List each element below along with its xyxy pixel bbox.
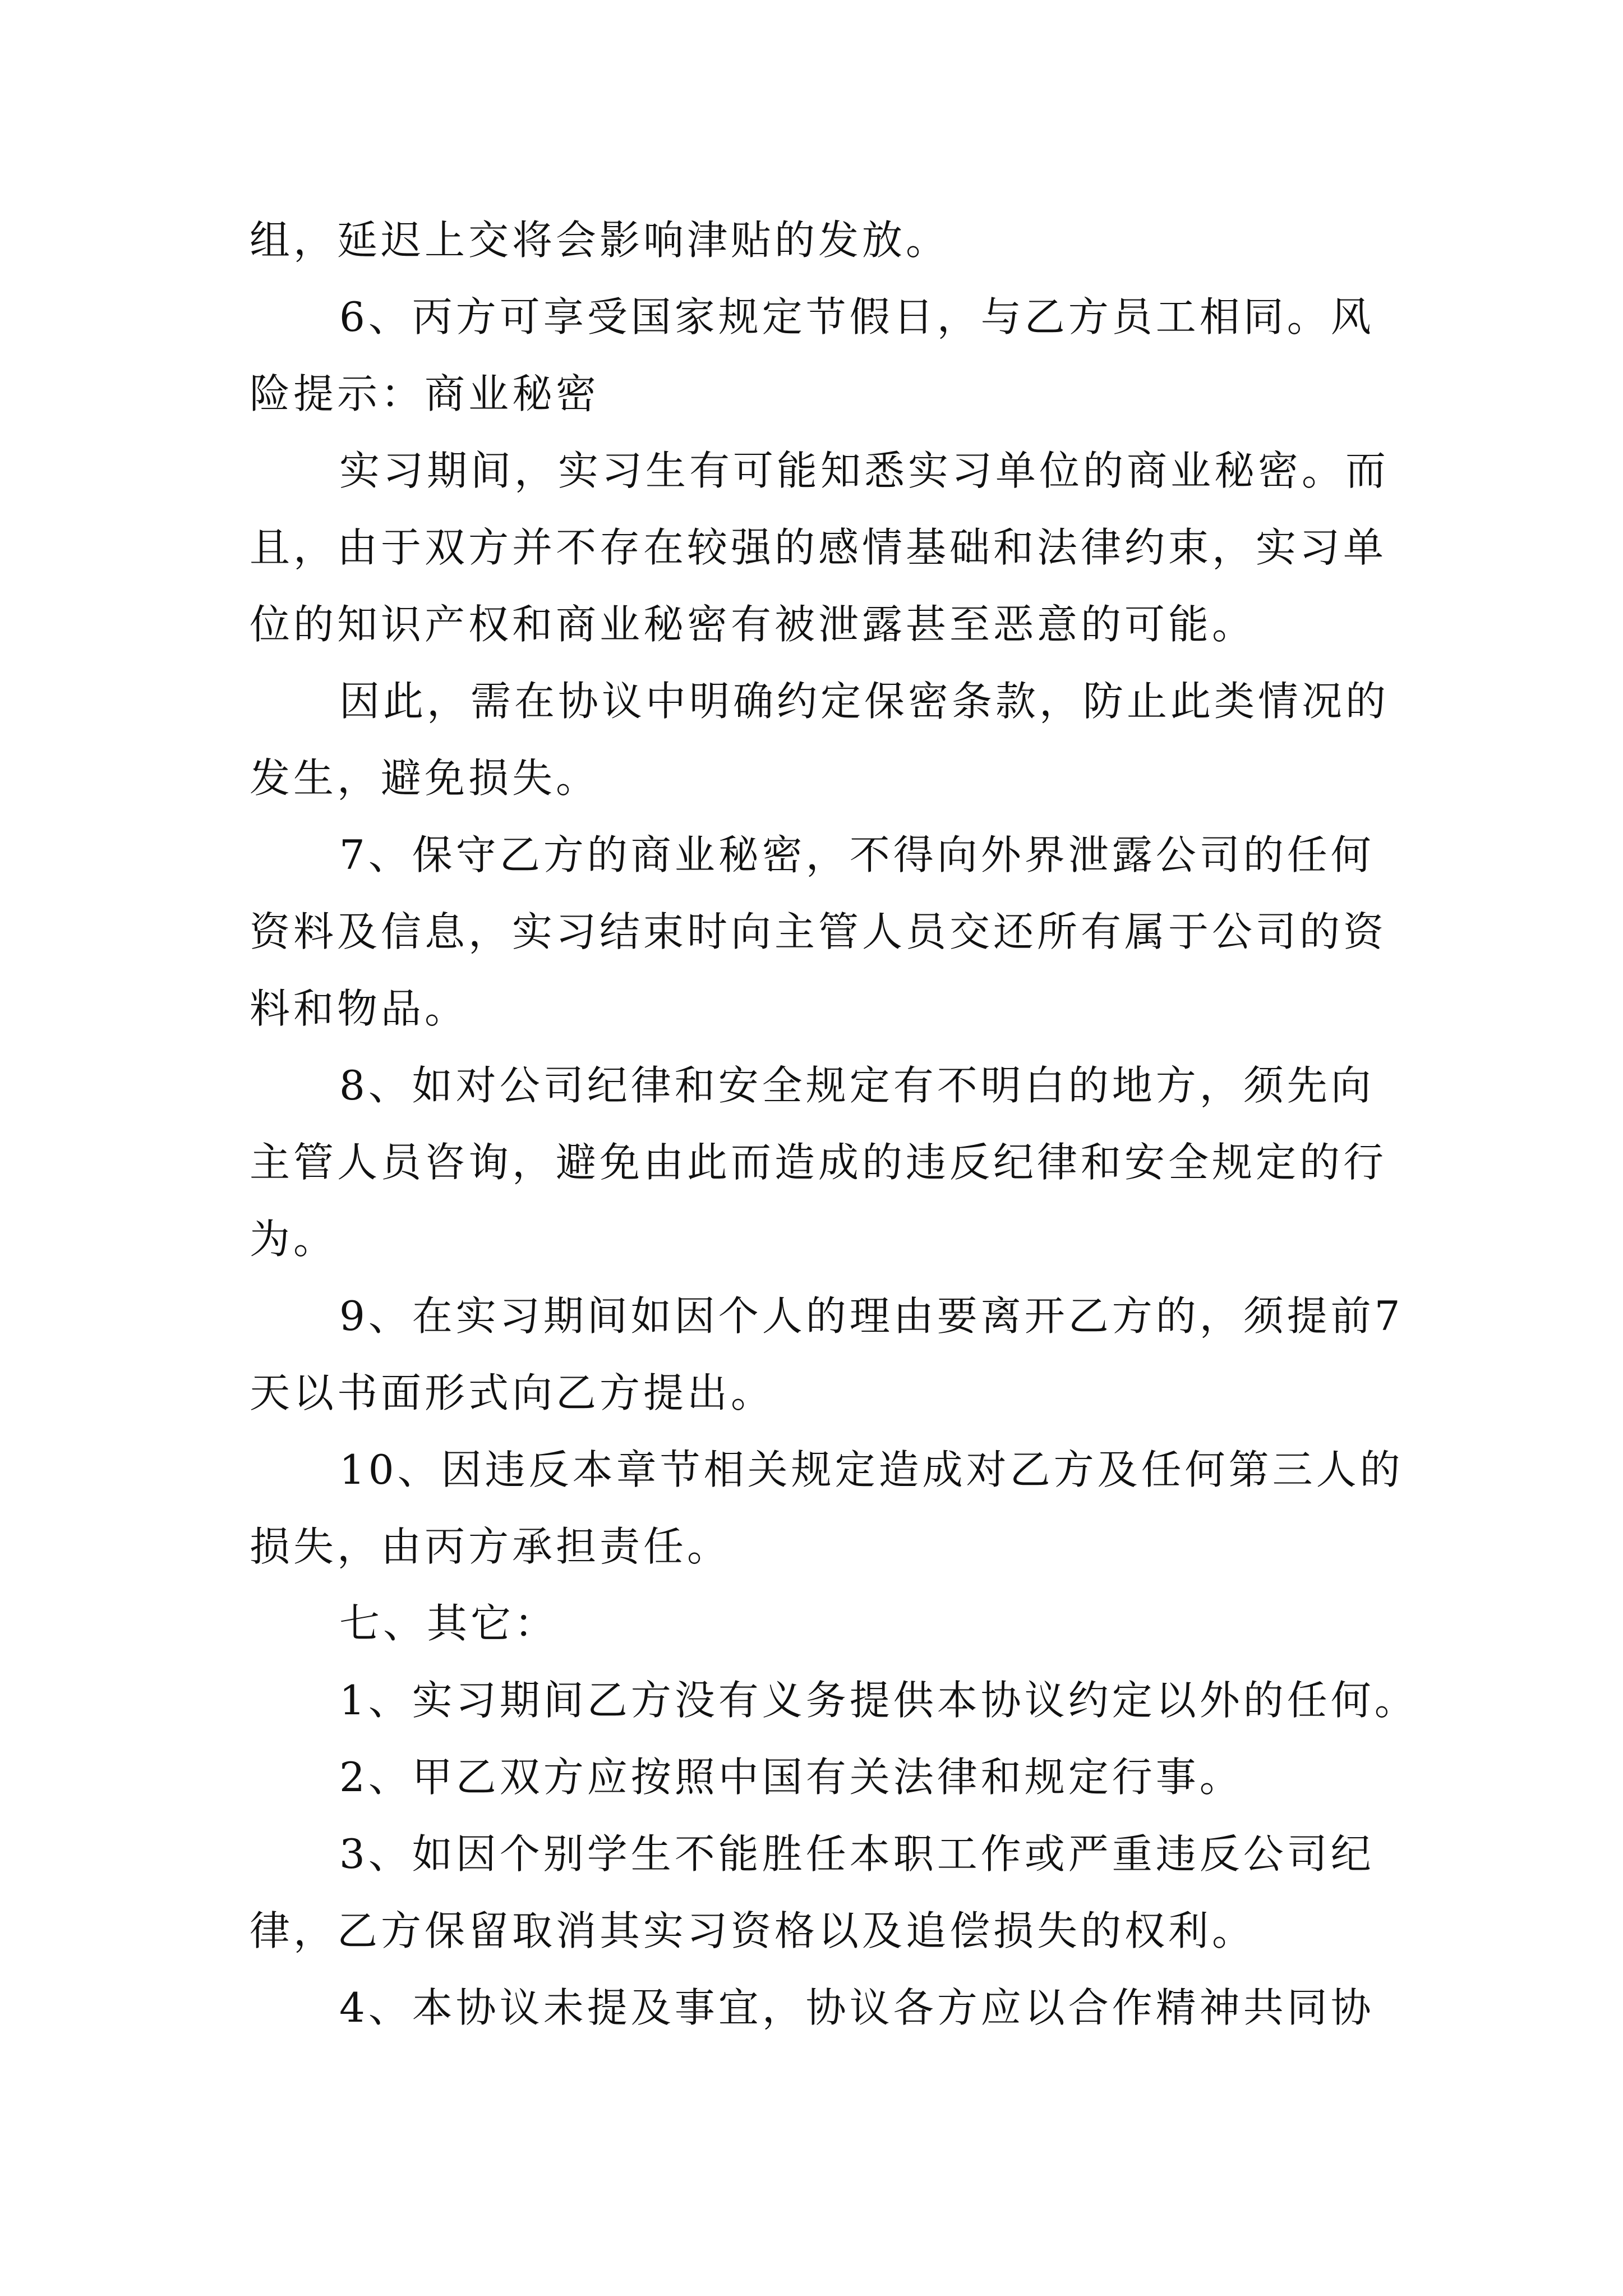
text-line: 损失，由丙方承担责任。 bbox=[250, 1523, 731, 1570]
text-line: 10、因违反本章节相关规定造成对乙方及任何第三人的 bbox=[339, 1446, 1404, 1493]
document-body bbox=[250, 202, 1418, 2046]
text-line: 位的知识产权和商业秘密有被泄露甚至恶意的可能。 bbox=[250, 601, 1256, 648]
text-line: 资料及信息，实习结束时向主管人员交还所有属于公司的资 bbox=[250, 908, 1387, 955]
text-line: 2、甲乙双方应按照中国有关法律和规定行事。 bbox=[339, 1754, 1243, 1801]
text-line: 1、实习期间乙方没有义务提供本协议约定以外的任何。 bbox=[339, 1677, 1418, 1724]
text-line: 料和物品。 bbox=[250, 985, 469, 1032]
text-line: 主管人员咨询，避免由此而造成的违反纪律和安全规定的行 bbox=[250, 1139, 1387, 1186]
text-line: 因此，需在协议中明确约定保密条款，防止此类情况的 bbox=[339, 678, 1390, 725]
text-line: 8、如对公司纪律和安全规定有不明白的地方，须先向 bbox=[339, 1062, 1375, 1109]
section-heading: 七、其它： bbox=[339, 1600, 559, 1647]
text-line: 6、丙方可享受国家规定节假日，与乙方员工相同。风 bbox=[339, 293, 1375, 341]
text-line: 律，乙方保留取消其实习资格以及追偿损失的权利。 bbox=[250, 1907, 1256, 1954]
text-line: 实习期间，实习生有可能知悉实习单位的商业秘密。而 bbox=[339, 447, 1390, 494]
text-line: 天以书面形式向乙方提出。 bbox=[250, 1369, 775, 1416]
text-line: 且，由于双方并不存在较强的感情基础和法律约束，实习单 bbox=[250, 524, 1387, 571]
text-line: 为。 bbox=[250, 1216, 338, 1263]
text-line: 7、保守乙方的商业秘密，不得向外界泄露公司的任何 bbox=[339, 831, 1375, 878]
text-line: 4、本协议未提及事宜，协议各方应以合作精神共同协 bbox=[339, 1984, 1375, 2031]
text-line: 发生，避免损失。 bbox=[250, 754, 600, 802]
text-line: 3、如因个别学生不能胜任本职工作或严重违反公司纪 bbox=[339, 1830, 1375, 1878]
text-line: 险提示：商业秘密 bbox=[250, 370, 600, 417]
text-line: 组，延迟上交将会影响津贴的发放。 bbox=[250, 217, 950, 264]
text-line: 9、在实习期间如因个人的理由要离开乙方的，须提前7 bbox=[339, 1292, 1404, 1340]
